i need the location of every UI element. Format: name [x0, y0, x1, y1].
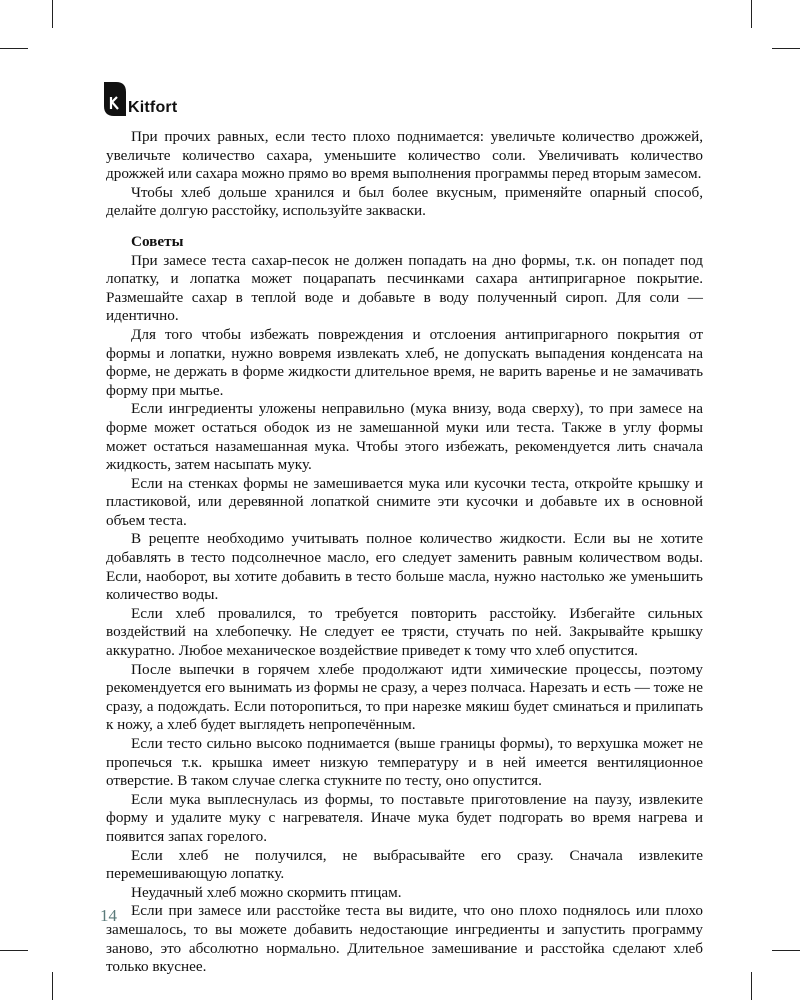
page-number: 14 [100, 906, 117, 925]
brand-logo [104, 82, 177, 116]
paragraph: После выпечки в горячем хлебе продолжают идти химические процессы, поэтому рекомендуется его вынимать из формы не сразу, а через полчаса. Нарезать и есть — тоже не сразу, а подождать. Если поторопиться, то при нарезке мякиш будет сминаться и прилипать к ножу, а хлеб будет выглядеть непропечённым. [106, 660, 703, 734]
crop-mark [772, 950, 800, 951]
crop-mark [52, 972, 53, 1000]
crop-mark [751, 972, 752, 1000]
paragraph: Если хлеб не получился, не выбрасывайте его сразу. Сначала извлеките перемешивающую лопатку. [106, 846, 703, 883]
paragraph: Для того чтобы избежать повреждения и отслоения антипригарного покрытия от формы и лопатки, нужно вовремя извлекать хлеб, не допускать выпадения конденсата на форме, не держать в форме жидкости длительное время, не варить варенье и не замачивать форму при мытье. [106, 325, 703, 399]
section-title: Советы [131, 232, 184, 250]
paragraph: Если хлеб провалился, то требуется повторить расстойку. Избегайте сильных воздействий на хлебопечку. Не следует ее трясти, стучать по ней. Закрывайте крышку аккуратно. Любое механическое воздействие приведет к тому что хлеб опустится. [106, 604, 703, 660]
crop-mark [52, 0, 53, 28]
page-content [106, 128, 703, 977]
crop-mark [751, 0, 752, 28]
kitfort-k-mark-icon [104, 82, 126, 116]
paragraph: Чтобы хлеб дольше хранился и был более вкусным, применяйте опарный способ, делайте долгую расстойку, используйте закваски. [106, 183, 703, 220]
crop-mark [0, 950, 28, 951]
paragraph: Если мука выплеснулась из формы, то поставьте приготовление на паузу, извлеките форму и удалите муку с нагревателя. Иначе мука будет подгорать во время нагрева и появится запах горелого. [106, 790, 703, 845]
paragraph: Если на стенках формы не замешивается мука или кусочки теста, откройте крышку и пластиковой, или деревянной лопаткой снимите эти кусочки и добавьте их в основной объем теста. [106, 474, 703, 529]
brand-name: Kitfort [128, 99, 178, 116]
crop-mark [772, 48, 800, 49]
paragraph: При замесе теста сахар-песок не должен попадать на дно формы, т.к. он попадет под лопатку, и лопатка может поцарапать песчинками сахара антипригарное покрытие. Размешайте сахар в теплой воде и добавьте в воду полученный сироп. Для соли — идентично. [106, 251, 703, 325]
paragraph: Неудачный хлеб можно скормить птицам. [131, 883, 402, 901]
paragraph: Если тесто сильно высоко поднимается (выше границы формы), то верхушка может не пропечься т.к. крышка имеет низкую температуру и в ней имеется вентиляционное отверстие. В таком случае слегка стукните по тесту, оно опустится. [106, 735, 703, 790]
paragraph: Если ингредиенты уложены неправильно (мука внизу, вода сверху), то при замесе на форме может остаться ободок из не замешанной муки или теста. Также в углу формы может остаться назамешанная мука. Чтобы этого избежать, рекомендуется лить сначала жидкость, затем насыпать муку. [106, 400, 703, 474]
paragraph: Если при замесе или расстойке теста вы видите, что оно плохо поднялось или плохо замешалось, то вы можете добавить недостающие ингредиенты и запустить программу заново, это абсолютно нормально. Длительное замешивание и расстойка сделают хлеб только вкуснее. [106, 902, 703, 976]
paragraph: При прочих равных, если тесто плохо поднимается: увеличьте количество дрожжей, увеличьте количество сахара, уменьшите количество соли. Увеличивать количество дрожжей или сахара можно прямо во время выполнения программы перед вторым замесом. [106, 128, 703, 183]
crop-mark [0, 48, 28, 49]
paragraph: В рецепте необходимо учитывать полное количество жидкости. Если вы не хотите добавлять в тесто подсолнечное масло, его следует заменить равным количеством воды. Если, наоборот, вы хотите добавить в тесто больше масла, нужно настолько же уменьшить количество воды. [106, 530, 703, 604]
